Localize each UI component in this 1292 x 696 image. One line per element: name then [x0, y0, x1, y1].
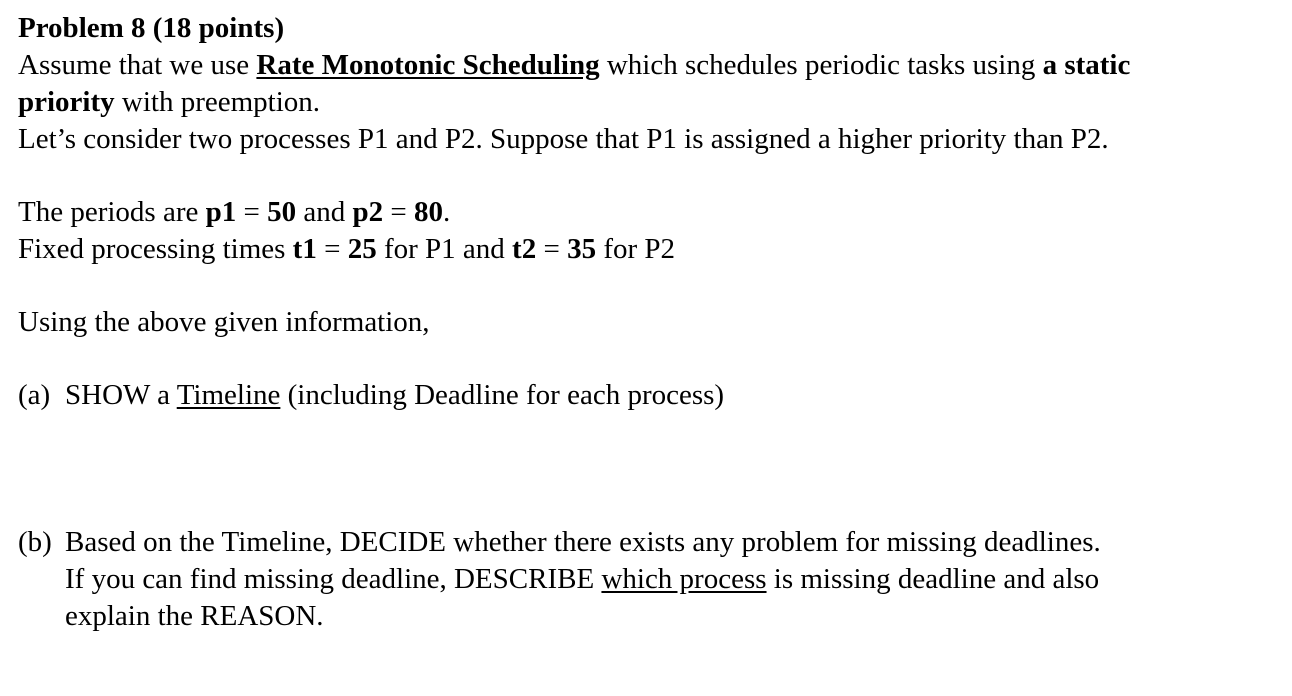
periods-end: . — [442, 196, 451, 228]
spacer — [18, 268, 1278, 304]
priority-term: priority — [18, 86, 115, 118]
times-prefix: Fixed processing times — [18, 233, 293, 265]
t2-label: t2 — [512, 233, 537, 265]
part-a-label: (a) — [18, 379, 51, 411]
part-b-line-1 — [18, 524, 1278, 561]
p1-label: p1 — [205, 196, 237, 228]
part-b-line-3 — [18, 598, 1278, 635]
part-a-line — [18, 377, 1278, 414]
p2-value: 80 — [413, 196, 443, 228]
which-process-term: which process — [601, 563, 767, 595]
t2-value: 35 — [567, 233, 597, 265]
times-line — [18, 231, 1278, 268]
part-b-text-1: Based on the Timeline, DECIDE whether there exists any problem for missing deadlines. — [65, 526, 1101, 558]
intro-text-1: Assume that we use — [18, 49, 257, 81]
problem-title — [18, 10, 1278, 47]
consider-text: Let’s consider two processes P1 and P2. Suppose that P1 is assigned a higher priority than P2. — [18, 123, 1109, 155]
t1-label: t1 — [292, 233, 317, 265]
timeline-term: Timeline — [176, 379, 281, 411]
p1-value: 50 — [267, 196, 297, 228]
periods-eq1: = — [236, 196, 268, 228]
periods-line — [18, 194, 1278, 231]
rms-term: Rate Monotonic Scheduling — [256, 49, 600, 81]
times-mid: for P1 and — [376, 233, 513, 265]
using-line — [18, 304, 1278, 341]
periods-and: and — [296, 196, 353, 228]
periods-prefix: The periods are — [18, 196, 206, 228]
part-b-line-2 — [18, 561, 1278, 598]
part-b-text-2-pre: If you can find missing deadline, DESCRIBE — [65, 563, 602, 595]
t1-value: 25 — [347, 233, 377, 265]
part-b-text-2-post: is missing deadline and also — [766, 563, 1100, 595]
part-a-post: (including Deadline for each process) — [280, 379, 725, 411]
p2-label: p2 — [352, 196, 384, 228]
part-b-text-3: explain the REASON. — [65, 600, 324, 632]
document-body — [18, 10, 1278, 635]
times-end: for P2 — [596, 233, 676, 265]
consider-line — [18, 121, 1278, 158]
times-eq2: = — [536, 233, 568, 265]
intro-line-2 — [18, 84, 1278, 121]
times-eq1: = — [316, 233, 348, 265]
using-text: Using the above given information, — [18, 306, 430, 338]
static-term: a static — [1042, 49, 1131, 81]
spacer — [18, 341, 1278, 377]
spacer — [18, 158, 1278, 194]
intro-text-3: with preemption. — [114, 86, 321, 118]
intro-line-1 — [18, 47, 1278, 84]
part-b-label: (b) — [18, 526, 52, 558]
periods-eq2: = — [383, 196, 414, 228]
part-a-pre: SHOW a — [65, 379, 177, 411]
answer-space-a — [18, 414, 1278, 524]
intro-text-2: which schedules periodic tasks using — [599, 49, 1043, 81]
problem-title-text: Problem 8 (18 points) — [18, 12, 285, 44]
